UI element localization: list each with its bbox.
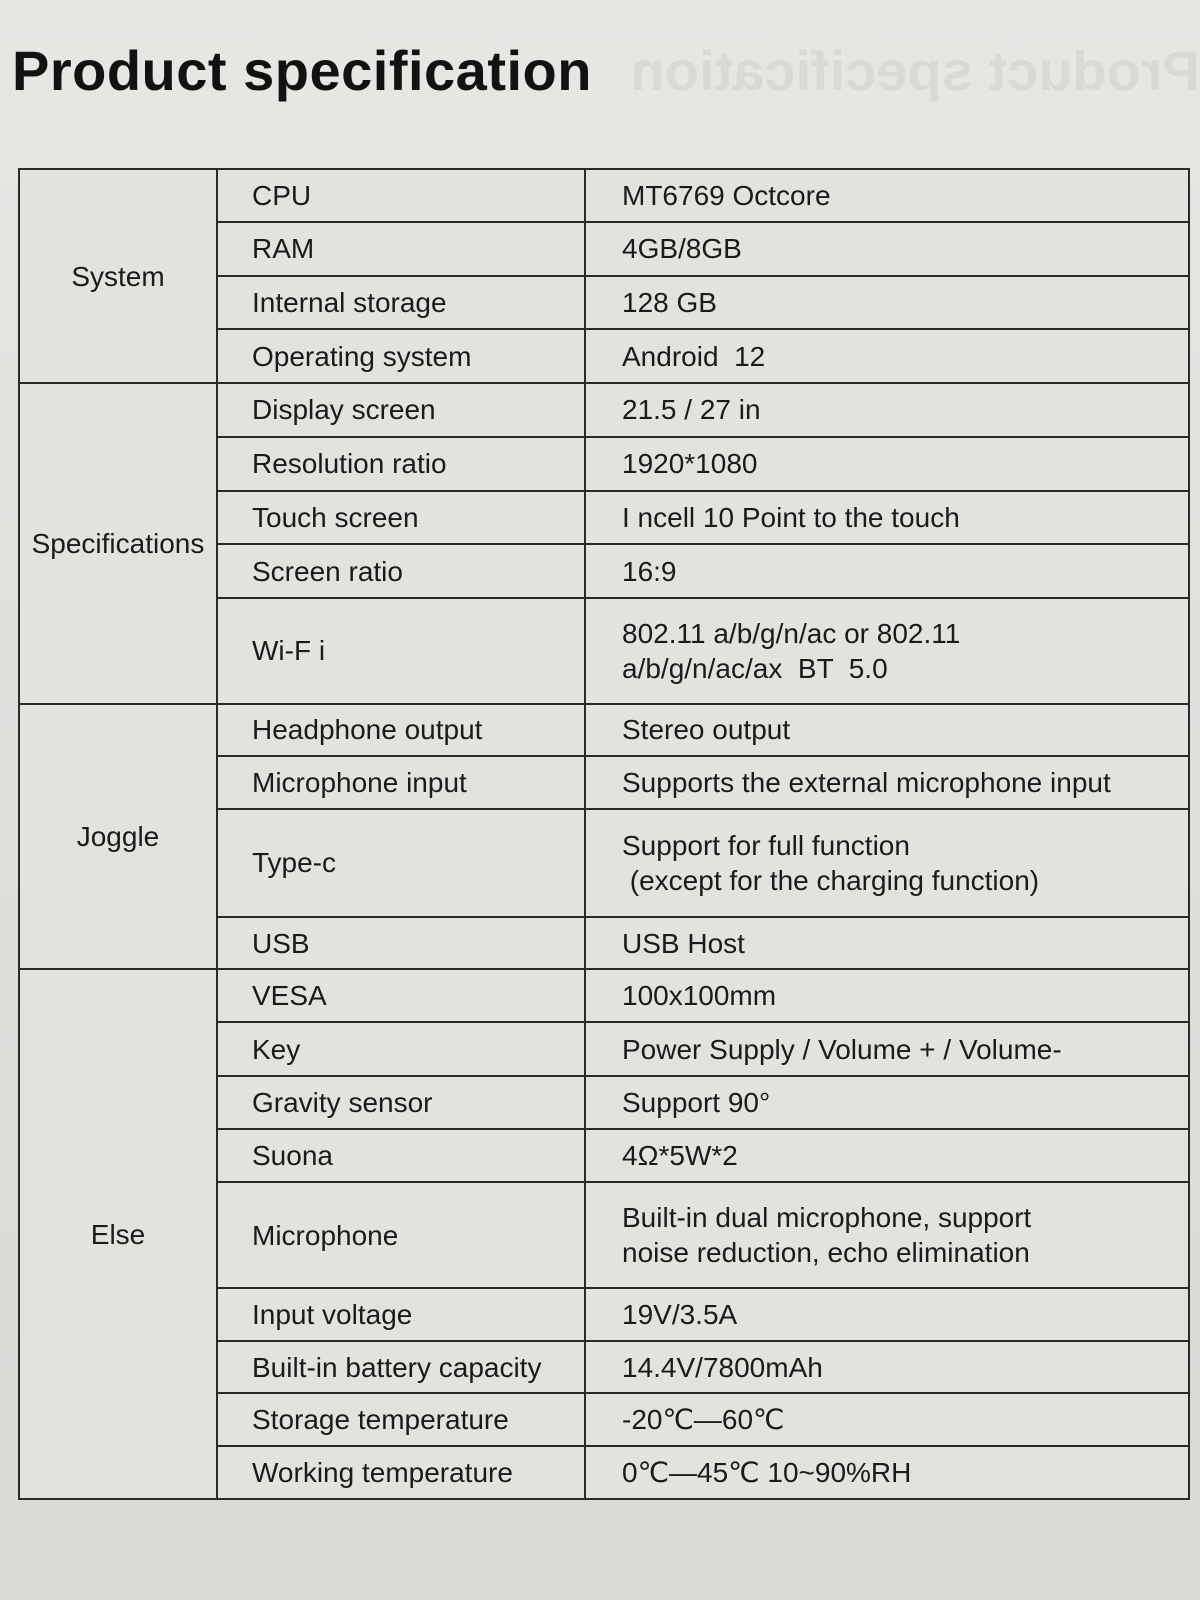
spec-value [585, 598, 1189, 704]
spec-value [585, 917, 1189, 970]
spec-value-line: USB Host [622, 927, 745, 959]
group-cell: Else [19, 969, 217, 1499]
spec-value-line: 21.5 / 27 in [622, 394, 761, 426]
spec-value [585, 329, 1189, 383]
spec-value [585, 1393, 1189, 1446]
spec-value-line: 14.4V/7800mAh [622, 1351, 823, 1383]
spec-value [585, 544, 1189, 598]
spec-value-line: Support for full function [622, 829, 910, 861]
spec-label: Built-in battery capacity [217, 1341, 585, 1394]
spec-value-line: 19V/3.5A [622, 1298, 738, 1330]
spec-label: Operating system [217, 329, 585, 383]
spec-value-line: 100x100mm [622, 980, 777, 1012]
spec-value-line: Supports the external microphone input [622, 767, 1111, 799]
spec-table-body [19, 169, 1189, 1499]
spec-value-line: noise reduction, echo elimination [622, 1237, 1030, 1269]
spec-value-line: Stereo output [622, 714, 791, 746]
spec-value [585, 1076, 1189, 1129]
spec-value-line: a/b/g/n/ac/ax BT 5.0 [622, 652, 888, 684]
page-title: Product specification [12, 39, 592, 102]
spec-value-line: 16:9 [622, 555, 677, 587]
spec-label: Input voltage [217, 1288, 585, 1341]
spec-value [585, 169, 1189, 222]
group-cell: Specifications [19, 383, 217, 704]
spec-table [18, 168, 1190, 1500]
show-through-text: Product specification [630, 39, 1200, 102]
spec-label: Touch screen [217, 491, 585, 545]
spec-label: Display screen [217, 383, 585, 437]
spec-label: Key [217, 1022, 585, 1076]
table-row [19, 383, 1189, 437]
spec-label: Headphone output [217, 704, 585, 757]
spec-value [585, 491, 1189, 545]
spec-label: USB [217, 917, 585, 970]
spec-value [585, 1129, 1189, 1183]
spec-value [585, 437, 1189, 491]
spec-value [585, 1022, 1189, 1076]
spec-value [585, 756, 1189, 809]
spec-label: Resolution ratio [217, 437, 585, 491]
spec-label: Internal storage [217, 276, 585, 330]
spec-value-line: 4Ω*5W*2 [622, 1140, 738, 1172]
spec-label: Storage temperature [217, 1393, 585, 1446]
spec-value-line: 128 GB [622, 286, 717, 318]
spec-value-line: Android 12 [622, 340, 766, 372]
spec-label: RAM [217, 222, 585, 276]
spec-label: Screen ratio [217, 544, 585, 598]
spec-value [585, 1341, 1189, 1394]
spec-label: Microphone input [217, 756, 585, 809]
spec-value [585, 809, 1189, 917]
spec-label: VESA [217, 969, 585, 1022]
spec-value-line: 1920*1080 [622, 448, 758, 480]
spec-label: CPU [217, 169, 585, 222]
group-cell: Joggle [19, 704, 217, 970]
spec-value-line: Power Supply / Volume + / Volume- [622, 1033, 1062, 1065]
spec-value-line: Support 90° [622, 1086, 771, 1118]
spec-value [585, 276, 1189, 330]
spec-value-line: 0℃—45℃ 10~90%RH [622, 1457, 912, 1489]
spec-value-line: I ncell 10 Point to the touch [622, 501, 960, 533]
spec-label: Suona [217, 1129, 585, 1183]
spec-label: Type-c [217, 809, 585, 917]
spec-value-line: (except for the charging function) [622, 864, 1040, 896]
spec-value [585, 222, 1189, 276]
table-row [19, 169, 1189, 222]
spec-value [585, 704, 1189, 757]
spec-value [585, 383, 1189, 437]
table-row [19, 969, 1189, 1022]
spec-label: Microphone [217, 1182, 585, 1288]
group-cell: System [19, 169, 217, 383]
spec-value-line: MT6769 Octcore [622, 179, 831, 211]
spec-value-line: 4GB/8GB [622, 233, 742, 265]
spec-value [585, 1288, 1189, 1341]
spec-label: Working temperature [217, 1446, 585, 1499]
spec-value [585, 1182, 1189, 1288]
spec-label: Wi-F i [217, 598, 585, 704]
spec-value-line: -20℃—60℃ [622, 1404, 785, 1436]
spec-value-line: 802.11 a/b/g/n/ac or 802.11 [622, 617, 961, 649]
spec-label: Gravity sensor [217, 1076, 585, 1129]
table-row [19, 704, 1189, 757]
spec-value-line: Built-in dual microphone, support [622, 1202, 1032, 1234]
spec-value [585, 1446, 1189, 1499]
spec-value [585, 969, 1189, 1022]
